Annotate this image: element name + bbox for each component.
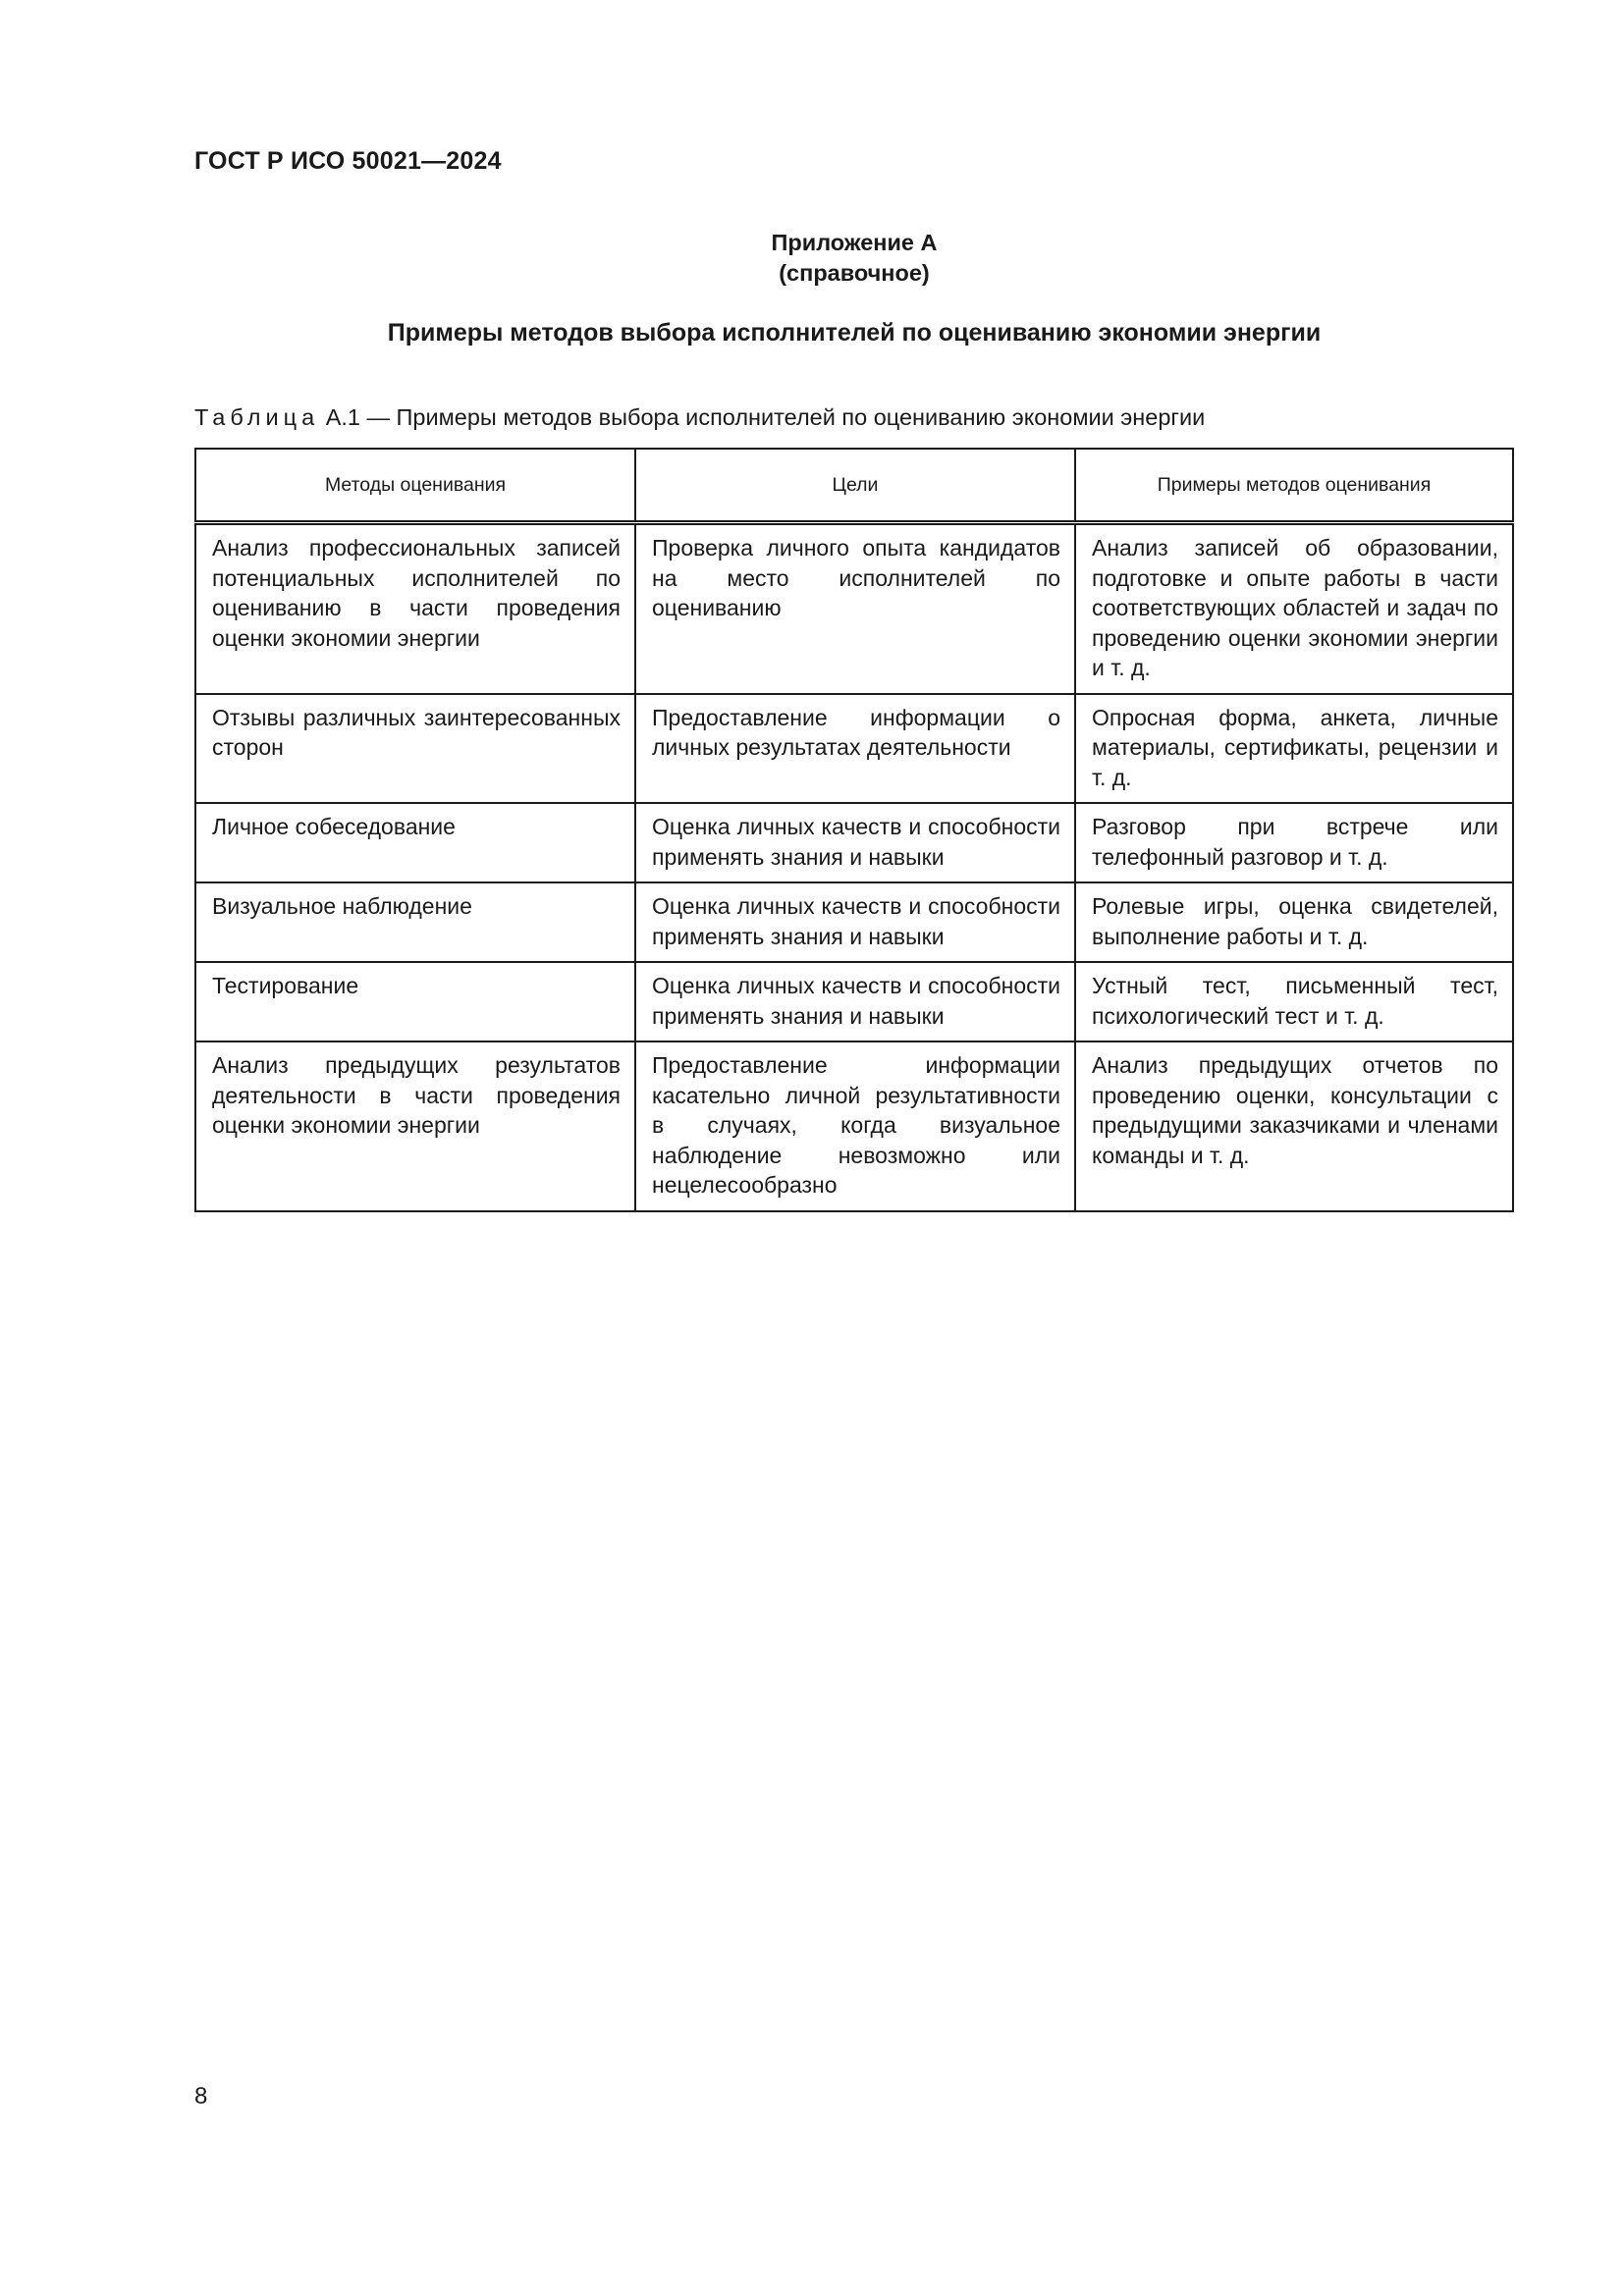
table-cell-example: Анализ предыдущих отчетов по проведению оценки, консультации с предыдущими заказчиками и членами команды и т. д. xyxy=(1075,1041,1513,1211)
appendix-heading xyxy=(0,228,1624,289)
table-cell-goal: Проверка личного опыта кандидатов на место исполнителей по оцениванию xyxy=(635,523,1075,694)
table-cell-method: Личное собеседование xyxy=(195,803,635,882)
table-header-row xyxy=(195,449,1513,523)
table-caption-label: Таблица xyxy=(194,404,320,430)
table-cell-example: Разговор при встрече или телефонный разговор и т. д. xyxy=(1075,803,1513,882)
table-row xyxy=(195,694,1513,804)
document-title: Примеры методов выбора исполнителей по оцениванию экономии энергии xyxy=(387,319,1322,347)
table-cell-method: Анализ профессиональных записей потенциальных исполнителей по оцениванию в части проведения оценки экономии энергии xyxy=(195,523,635,694)
table-row xyxy=(195,1041,1513,1211)
table-cell-goal: Оценка личных качеств и способности применять знания и навыки xyxy=(635,962,1075,1041)
appendix-title: Приложение А xyxy=(771,230,938,255)
table-cell-goal: Оценка личных качеств и способности применять знания и навыки xyxy=(635,882,1075,962)
table-row xyxy=(195,962,1513,1041)
header-methods: Методы оценивания xyxy=(195,449,635,523)
table-cell-example: Устный тест, письменный тест, психологический тест и т. д. xyxy=(1075,962,1513,1041)
table-row xyxy=(195,882,1513,962)
table-cell-goal: Предоставление информации о личных результатах деятельности xyxy=(635,694,1075,804)
methods-table xyxy=(194,448,1514,1212)
table-cell-method: Тестирование xyxy=(195,962,635,1041)
header-examples: Примеры методов оценивания xyxy=(1075,449,1513,523)
table-cell-method: Анализ предыдущих результатов деятельности в части проведения оценки экономии энергии xyxy=(195,1041,635,1211)
table-caption xyxy=(194,404,1205,431)
table-cell-goal: Предоставление информации касательно личной результативности в случаях, когда визуальное наблюдение невозможно или нецелесообразно xyxy=(635,1041,1075,1211)
table-cell-goal: Оценка личных качеств и способности применять знания и навыки xyxy=(635,803,1075,882)
table-row xyxy=(195,523,1513,694)
header-goals: Цели xyxy=(635,449,1075,523)
table-cell-method: Визуальное наблюдение xyxy=(195,882,635,962)
table-row xyxy=(195,803,1513,882)
table-cell-method: Отзывы различных заинтересованных сторон xyxy=(195,694,635,804)
document-code: ГОСТ Р ИСО 50021—2024 xyxy=(194,147,502,175)
table-caption-text: А.1 — Примеры методов выбора исполнителей по оцениванию экономии энергии xyxy=(325,404,1206,430)
appendix-type: (справочное) xyxy=(779,260,930,286)
table-cell-example: Опросная форма, анкета, личные материалы, сертификаты, рецензии и т. д. xyxy=(1075,694,1513,804)
page-number: 8 xyxy=(194,2083,208,2109)
table-cell-example: Ролевые игры, оценка свидетелей, выполнение работы и т. д. xyxy=(1075,882,1513,962)
table-cell-example: Анализ записей об образовании, подготовке и опыте работы в части соответствующих областей и задач по проведению оценки экономии энергии и т. д. xyxy=(1075,523,1513,694)
